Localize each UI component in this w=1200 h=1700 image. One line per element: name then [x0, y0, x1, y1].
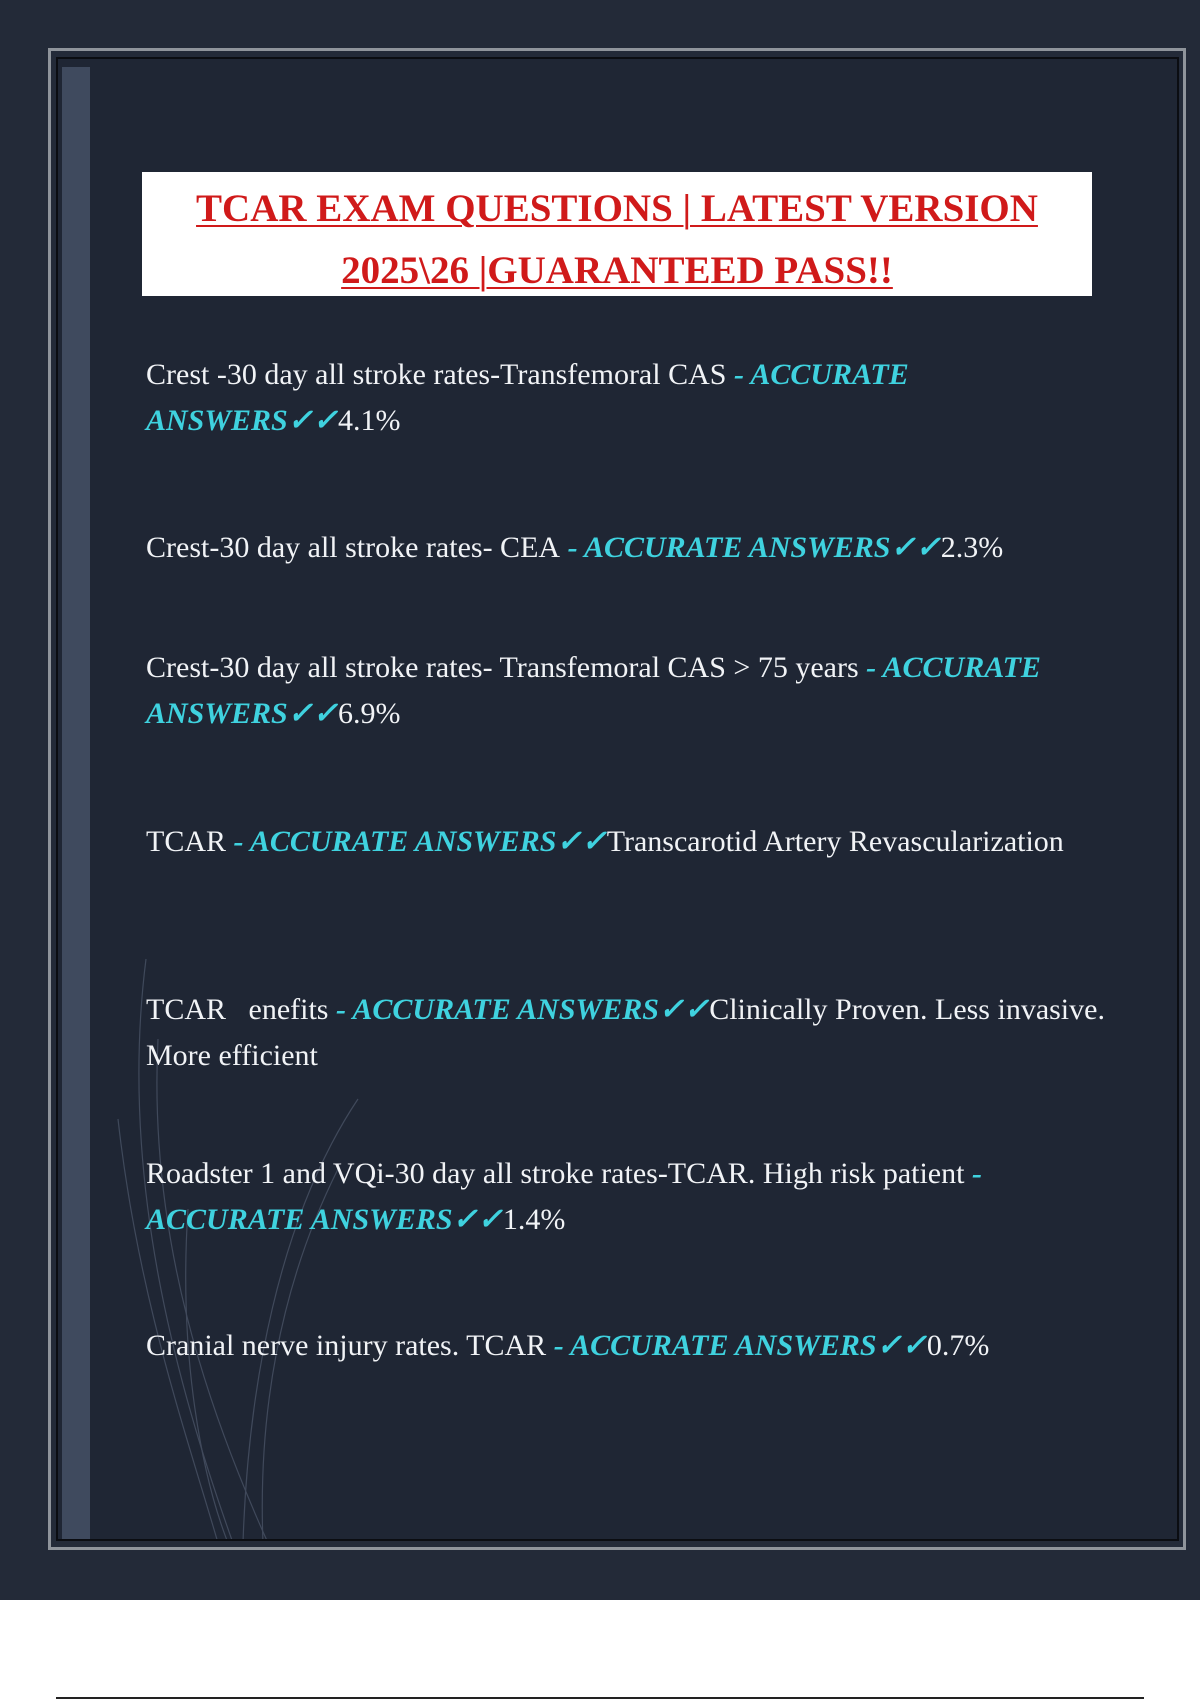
answer-separator: -: [226, 825, 250, 858]
answer-separator: -: [964, 1157, 982, 1190]
qa-item: [146, 1151, 1106, 1243]
answer-separator: -: [328, 993, 353, 1026]
accurate-answers-tag: ACCURATE ANSWERS: [352, 993, 659, 1026]
double-check-icon: ✓✓: [556, 825, 607, 858]
accurate-answers-tag: ACCURATE ANSWERS: [146, 358, 909, 437]
double-check-icon: ✓✓: [876, 1329, 927, 1362]
answer-text: Transcarotid Artery Revascularization: [606, 825, 1064, 858]
document-title-line-1: TCAR EXAM QUESTIONS | LATEST VERSION: [196, 187, 1038, 230]
answer-separator: -: [546, 1329, 571, 1362]
accurate-answers-tag: ACCURATE ANSWERS: [146, 651, 1041, 730]
qa-item: [146, 352, 1106, 444]
question-text: Crest-30 day all stroke rates- Transfemoral CAS > 75 years: [146, 651, 859, 684]
double-check-icon: ✓✓: [287, 404, 339, 437]
answer-text: Clinically Proven. Less invasive. More efficient: [146, 993, 1105, 1072]
question-text: Crest-30 day all stroke rates- CEA: [146, 531, 561, 564]
qa-item: [146, 819, 1106, 865]
question-text: Crest -30 day all stroke rates-Transfemoral CAS: [146, 358, 727, 391]
document-title-line-2: 2025\26 |GUARANTEED PASS!!: [341, 249, 893, 292]
answer-separator: -: [858, 651, 883, 684]
document-title-box: [142, 172, 1092, 296]
page-bottom-rule: [56, 1697, 1144, 1699]
qa-item: [146, 645, 1106, 737]
question-text: Roadster 1 and VQi-30 day all stroke rates-TCAR. High risk patient: [146, 1157, 965, 1190]
answer-separator: -: [726, 358, 751, 391]
qa-item: [146, 987, 1106, 1079]
qa-item: [146, 525, 1106, 571]
double-check-icon: ✓✓: [658, 993, 710, 1026]
double-check-icon: ✓✓: [890, 531, 941, 564]
answer-text: 6.9%: [338, 697, 401, 730]
double-check-icon: ✓✓: [287, 697, 339, 730]
answer-text: 1.4%: [502, 1203, 566, 1236]
accurate-answers-tag: ACCURATE ANSWERS: [570, 1329, 877, 1362]
question-text: Cranial nerve injury rates. TCAR: [146, 1329, 547, 1362]
accurate-answers-tag: ACCURATE ANSWERS: [583, 531, 891, 564]
answer-separator: -: [560, 531, 584, 564]
answer-text: 2.3%: [940, 531, 1004, 564]
accurate-answers-tag: ACCURATE ANSWERS: [146, 1203, 453, 1236]
answer-text: 0.7%: [926, 1329, 990, 1362]
double-check-icon: ✓✓: [452, 1203, 503, 1236]
answer-text: 4.1%: [338, 404, 401, 437]
question-text: TCAR enefits: [146, 993, 329, 1026]
question-text: TCAR: [146, 825, 227, 858]
qa-item: [146, 1323, 1106, 1369]
accurate-answers-tag: ACCURATE ANSWERS: [249, 825, 557, 858]
